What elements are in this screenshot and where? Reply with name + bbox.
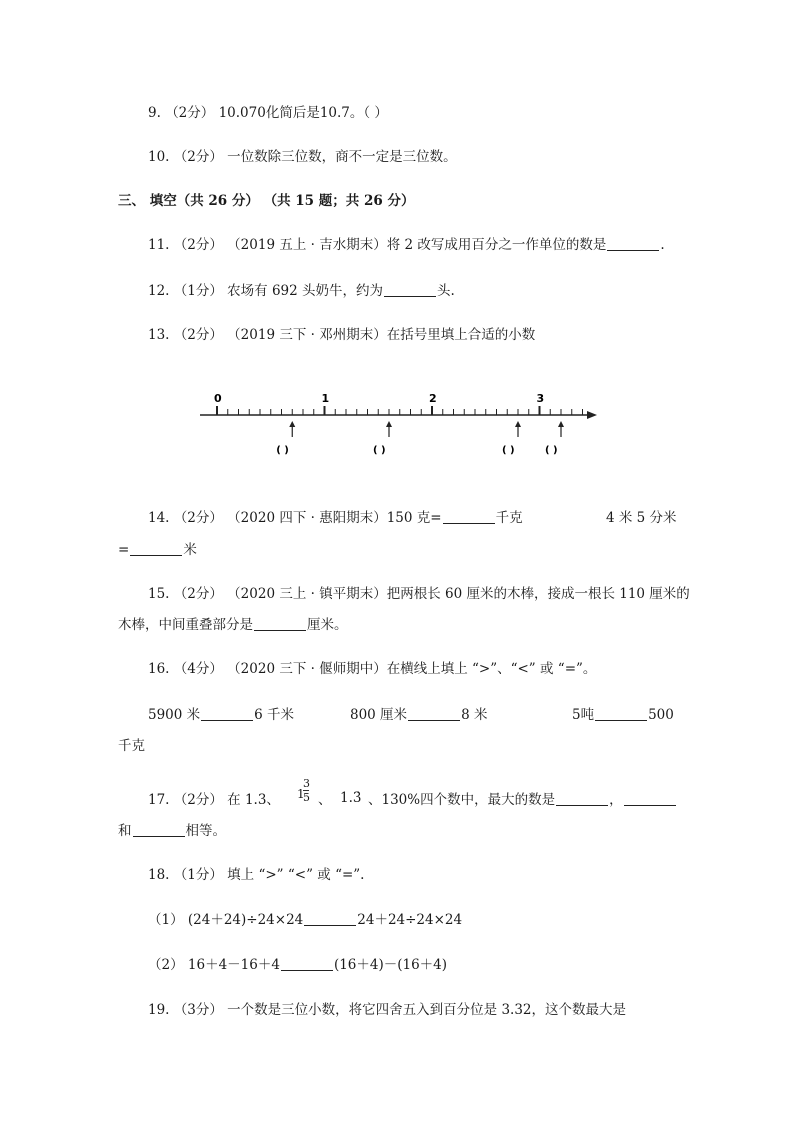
- question-text-end: 头.: [437, 283, 455, 299]
- question-number: 14.: [148, 510, 170, 526]
- question-number: 15.: [148, 586, 170, 602]
- question-text: 一位数除三位数，商不一定是三位数。: [227, 149, 457, 165]
- answer-blank[interactable]: [281, 956, 333, 971]
- question-18: [148, 866, 364, 884]
- question-number: 19.: [148, 1002, 170, 1018]
- expression-right: 24＋24÷24×24: [357, 912, 463, 928]
- question-12: [148, 282, 455, 300]
- question-number: 13.: [148, 327, 170, 343]
- question-14-part2: 4 米 5 分米: [606, 510, 677, 526]
- equals-sign: =: [118, 542, 130, 558]
- answer-bracket[interactable]: ( ): [545, 445, 558, 456]
- answer-blank[interactable]: [254, 616, 306, 631]
- question-text: （2020 四下 · 惠阳期末）150 克=: [227, 510, 442, 526]
- section-heading: 三、 填空（共 26 分） （共 15 题；共 26 分）: [118, 193, 415, 209]
- question-score: （2分）: [173, 586, 223, 602]
- answer-blank[interactable]: [624, 791, 676, 806]
- question-number: 18.: [148, 867, 170, 883]
- question-score: （4分）: [173, 661, 223, 677]
- question-number: 16.: [148, 661, 170, 677]
- expression-left: (24＋24)÷24×24: [187, 912, 304, 928]
- question-score: （2分）: [173, 149, 223, 165]
- unit-text: 千克: [495, 510, 523, 526]
- pointer-arrowhead: [289, 421, 295, 427]
- unit-text: 米: [183, 542, 197, 558]
- compare-right: 500: [648, 707, 674, 723]
- compare-left: 800 厘米: [350, 707, 408, 723]
- separator: 、: [318, 792, 332, 808]
- number-line-figure: [195, 380, 605, 460]
- repeating-decimal: 1.3̇: [340, 790, 362, 806]
- compare-item-3-unit: 千克: [118, 738, 145, 754]
- pointer-arrowhead: [386, 421, 392, 427]
- question-number: 17.: [148, 792, 170, 808]
- question-score: （2分）: [173, 792, 223, 808]
- expression-right: (16＋4)－(16＋4): [333, 957, 448, 973]
- answer-blank[interactable]: [408, 706, 460, 721]
- question-10: [148, 148, 457, 166]
- compare-right: 8 米: [461, 707, 488, 723]
- question-number: 12.: [148, 283, 170, 299]
- question-text: 木棒，中间重叠部分是: [118, 617, 253, 633]
- question-15: [148, 585, 690, 603]
- question-15-line2: [118, 616, 348, 634]
- question-text: 相等。: [185, 823, 226, 839]
- question-text: 10.070化简后是10.7。（ ）: [218, 105, 388, 121]
- question-text: （2020 三下 · 偃师期中）在横线上填上 “>”、“<” 或 “=”。: [227, 661, 597, 677]
- sub-question-label: （1）: [148, 912, 184, 928]
- answer-bracket[interactable]: ( ): [502, 445, 515, 456]
- question-text: 、130%四个数中，最大的数是: [368, 792, 556, 808]
- question-text: 在 1.3、: [227, 792, 280, 808]
- question-18-sub2: [148, 956, 447, 974]
- answer-blank[interactable]: [607, 236, 659, 251]
- expression-left: 16＋4－16＋4: [187, 957, 280, 973]
- tick-label: 2: [429, 392, 437, 405]
- answer-blank[interactable]: [304, 911, 356, 926]
- separator: ，: [609, 792, 623, 808]
- answer-blank[interactable]: [201, 706, 253, 721]
- question-score: （2分）: [165, 105, 215, 121]
- compare-item-3: [572, 706, 674, 724]
- tick-label: 3: [536, 392, 545, 405]
- question-17-cont: [368, 791, 677, 809]
- tick-label: 1: [321, 392, 330, 405]
- tick-label: 0: [214, 392, 222, 405]
- question-text: 和: [118, 823, 132, 839]
- question-text: 填上 “>” “<” 或 “=”.: [227, 867, 365, 883]
- pointer-arrowhead: [558, 421, 564, 427]
- question-text: （2019 三下 · 邓州期末）在括号里填上合适的小数: [227, 327, 536, 343]
- answer-bracket[interactable]: ( ): [276, 445, 289, 456]
- question-number: 10.: [148, 149, 170, 165]
- compare-left: 5900 米: [148, 707, 201, 723]
- answer-blank[interactable]: [130, 541, 182, 556]
- answer-blank[interactable]: [443, 509, 495, 524]
- question-14: [148, 509, 523, 527]
- question-text: 一个数是三位小数，将它四舍五入到百分位是 3.32，这个数最大是: [227, 1002, 627, 1018]
- compare-item-2: [350, 706, 487, 724]
- compare-right: 6 千米: [254, 707, 295, 723]
- fraction-numerator: 3: [303, 777, 310, 790]
- mixed-fraction-whole: 1: [297, 787, 305, 801]
- question-score: （1分）: [173, 867, 223, 883]
- question-text-end: .: [660, 237, 665, 253]
- question-score: （2分）: [173, 237, 223, 253]
- question-19: [148, 1001, 626, 1019]
- question-11: [148, 236, 665, 254]
- number-line-arrowhead: [587, 411, 597, 419]
- question-text: （2020 三上 · 镇平期末）把两根长 60 厘米的木棒，接成一根长 110 厘米的: [227, 586, 690, 602]
- question-number: 11.: [148, 237, 170, 253]
- question-18-sub1: [148, 911, 462, 929]
- question-text: 农场有 692 头奶牛，约为: [227, 283, 384, 299]
- compare-left: 5吨: [572, 707, 595, 723]
- question-13: [148, 326, 535, 344]
- question-score: （3分）: [173, 1002, 223, 1018]
- answer-bracket[interactable]: ( ): [373, 445, 386, 456]
- question-number: 9.: [148, 105, 161, 121]
- question-14-line2: [118, 541, 197, 559]
- question-score: （2分）: [173, 510, 223, 526]
- fraction-denominator: 5: [303, 791, 310, 804]
- question-score: （1分）: [173, 283, 223, 299]
- question-17-line2: [118, 822, 226, 840]
- answer-blank[interactable]: [384, 282, 436, 297]
- sub-question-label: （2）: [148, 957, 184, 973]
- unit-text: 厘米。: [307, 617, 348, 633]
- pointer-arrowhead: [515, 421, 521, 427]
- answer-blank[interactable]: [595, 706, 647, 721]
- question-score: （2分）: [173, 327, 223, 343]
- answer-blank[interactable]: [133, 822, 185, 837]
- question-16: [148, 660, 596, 678]
- compare-item-1: [148, 706, 294, 724]
- question-9: [148, 104, 388, 122]
- answer-blank[interactable]: [556, 791, 608, 806]
- question-text: （2019 五上 · 吉水期末）将 2 改写成用百分之一作单位的数是: [227, 237, 607, 253]
- question-17: [148, 791, 280, 809]
